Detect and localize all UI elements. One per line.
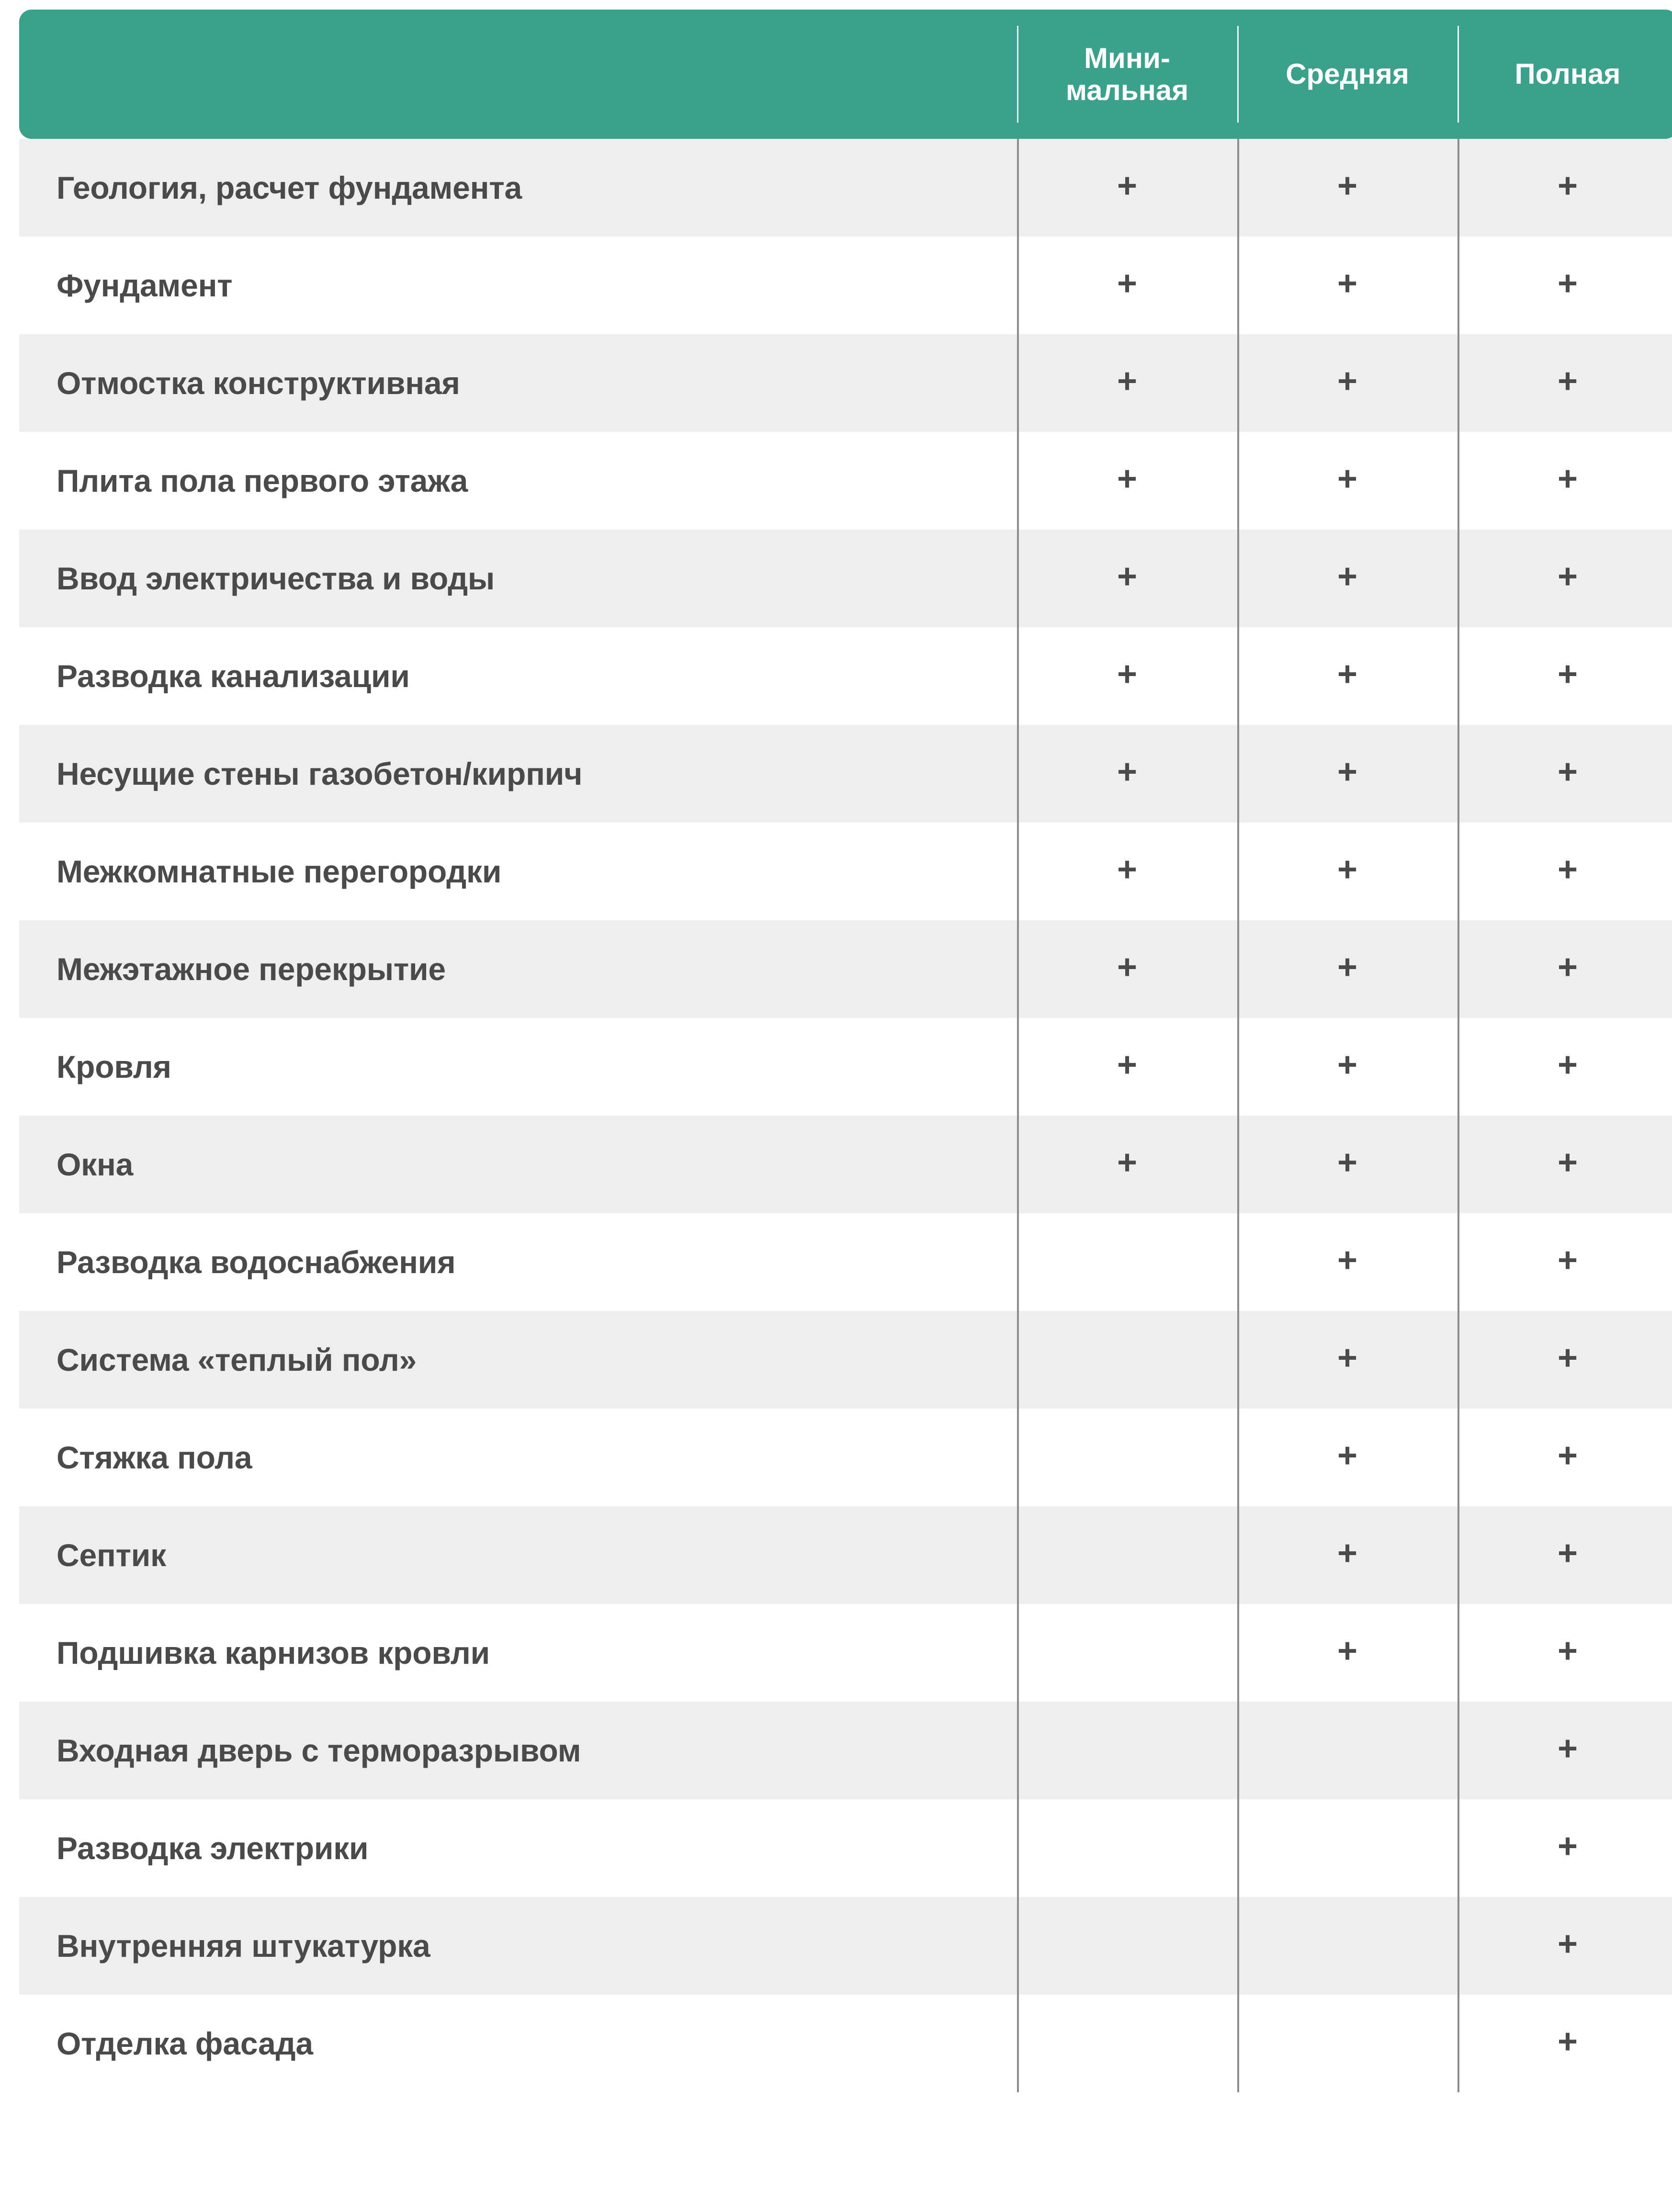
- column-divider: [1237, 1506, 1239, 1604]
- cell-medium: [1237, 823, 1457, 920]
- column-divider: [1017, 530, 1019, 627]
- cell-minimal: [1017, 530, 1237, 627]
- check-mark-icon: +: [1557, 753, 1578, 791]
- column-divider: [1457, 920, 1459, 1018]
- cell-minimal: [1017, 1799, 1237, 1897]
- header-cell-feature: [19, 10, 1017, 139]
- column-divider: [1237, 1604, 1239, 1702]
- check-mark-icon: +: [1337, 753, 1358, 791]
- row-feature-label: Несущие стены газобетон/кирпич: [19, 725, 1017, 823]
- cell-minimal: [1017, 823, 1237, 920]
- column-divider: [1237, 920, 1239, 1018]
- column-divider: [1457, 1702, 1459, 1799]
- cell-full: [1457, 1604, 1672, 1702]
- column-divider: [1237, 530, 1239, 627]
- cell-medium: [1237, 1213, 1457, 1311]
- cell-full: [1457, 1018, 1672, 1116]
- column-divider: [1457, 530, 1459, 627]
- check-mark-icon: +: [1557, 1925, 1578, 1963]
- column-divider: [1237, 1213, 1239, 1311]
- column-divider: [1017, 1604, 1019, 1702]
- cell-full: [1457, 139, 1672, 237]
- check-mark-icon: +: [1557, 1046, 1578, 1084]
- table-row: [19, 1116, 1672, 1213]
- cell-medium: [1237, 725, 1457, 823]
- row-feature-label: Отделка фасада: [19, 1995, 1017, 2092]
- column-divider: [1237, 334, 1239, 432]
- column-divider: [1237, 1116, 1239, 1213]
- cell-minimal: [1017, 1506, 1237, 1604]
- cell-minimal: [1017, 920, 1237, 1018]
- check-mark-icon: +: [1117, 850, 1138, 889]
- table-row: [19, 432, 1672, 530]
- column-divider: [1457, 725, 1459, 823]
- cell-minimal: [1017, 432, 1237, 530]
- table-row: [19, 1897, 1672, 1995]
- cell-full: [1457, 1311, 1672, 1409]
- column-divider: [1017, 627, 1019, 725]
- check-mark-icon: +: [1117, 167, 1138, 205]
- cell-minimal: [1017, 1702, 1237, 1799]
- column-divider: [1017, 1116, 1019, 1213]
- check-mark-icon: +: [1337, 1143, 1358, 1182]
- check-mark-icon: +: [1337, 1241, 1358, 1279]
- table-row: [19, 823, 1672, 920]
- check-mark-icon: +: [1337, 362, 1358, 400]
- cell-medium: [1237, 1018, 1457, 1116]
- header-label-minimal: Мини- мальная: [1065, 42, 1189, 106]
- package-comparison-table: [19, 10, 1672, 2092]
- table-row: [19, 725, 1672, 823]
- header-cell-medium: [1237, 10, 1457, 139]
- row-feature-label: Кровля: [19, 1018, 1017, 1116]
- column-divider: [1017, 1799, 1019, 1897]
- table-row: [19, 627, 1672, 725]
- header-label-full: Полная: [1514, 58, 1621, 90]
- cell-full: [1457, 1897, 1672, 1995]
- cell-medium: [1237, 1116, 1457, 1213]
- column-divider: [1237, 139, 1239, 237]
- cell-medium: [1237, 1604, 1457, 1702]
- row-feature-label: Межэтажное перекрытие: [19, 920, 1017, 1018]
- cell-full: [1457, 1213, 1672, 1311]
- column-divider: [1237, 1702, 1239, 1799]
- cell-full: [1457, 334, 1672, 432]
- table-row: [19, 1506, 1672, 1604]
- check-mark-icon: +: [1557, 948, 1578, 986]
- column-divider: [1237, 237, 1239, 334]
- table-header-row: [19, 10, 1672, 139]
- header-divider: [1457, 26, 1459, 123]
- cell-full: [1457, 432, 1672, 530]
- check-mark-icon: +: [1557, 1632, 1578, 1670]
- check-mark-icon: +: [1557, 655, 1578, 693]
- row-feature-label: Ввод электричества и воды: [19, 530, 1017, 627]
- table-row: [19, 139, 1672, 237]
- cell-medium: [1237, 1506, 1457, 1604]
- check-mark-icon: +: [1117, 1143, 1138, 1182]
- check-mark-icon: +: [1117, 460, 1138, 498]
- column-divider: [1237, 823, 1239, 920]
- check-mark-icon: +: [1557, 1534, 1578, 1572]
- cell-minimal: [1017, 1116, 1237, 1213]
- table-row: [19, 530, 1672, 627]
- check-mark-icon: +: [1337, 1436, 1358, 1475]
- header-cell-full: [1457, 10, 1672, 139]
- table-row: [19, 1995, 1672, 2092]
- row-feature-label: Окна: [19, 1116, 1017, 1213]
- column-divider: [1237, 627, 1239, 725]
- check-mark-icon: +: [1337, 655, 1358, 693]
- check-mark-icon: +: [1117, 655, 1138, 693]
- cell-minimal: [1017, 627, 1237, 725]
- check-mark-icon: +: [1557, 362, 1578, 400]
- row-feature-label: Внутренняя штукатурка: [19, 1897, 1017, 1995]
- column-divider: [1457, 627, 1459, 725]
- table-row: [19, 1604, 1672, 1702]
- table-row: [19, 334, 1672, 432]
- check-mark-icon: +: [1117, 1046, 1138, 1084]
- row-feature-label: Разводка канализации: [19, 627, 1017, 725]
- column-divider: [1237, 1995, 1239, 2092]
- header-label-medium: Средняя: [1286, 58, 1409, 90]
- column-divider: [1237, 1897, 1239, 1995]
- check-mark-icon: +: [1557, 1827, 1578, 1865]
- check-mark-icon: +: [1557, 1241, 1578, 1279]
- cell-medium: [1237, 530, 1457, 627]
- row-feature-label: Подшивка карнизов кровли: [19, 1604, 1017, 1702]
- cell-medium: [1237, 237, 1457, 334]
- row-feature-label: Отмостка конструктивная: [19, 334, 1017, 432]
- check-mark-icon: +: [1557, 264, 1578, 303]
- cell-minimal: [1017, 1897, 1237, 1995]
- check-mark-icon: +: [1557, 557, 1578, 596]
- cell-minimal: [1017, 1995, 1237, 2092]
- column-divider: [1017, 1311, 1019, 1409]
- check-mark-icon: +: [1337, 1632, 1358, 1670]
- column-divider: [1237, 1409, 1239, 1506]
- cell-full: [1457, 823, 1672, 920]
- check-mark-icon: +: [1337, 557, 1358, 596]
- column-divider: [1457, 1995, 1459, 2092]
- cell-full: [1457, 1116, 1672, 1213]
- row-feature-label: Разводка электрики: [19, 1799, 1017, 1897]
- cell-medium: [1237, 1995, 1457, 2092]
- table-row: [19, 1018, 1672, 1116]
- cell-medium: [1237, 334, 1457, 432]
- column-divider: [1237, 725, 1239, 823]
- table-row: [19, 1311, 1672, 1409]
- cell-minimal: [1017, 334, 1237, 432]
- column-divider: [1017, 1213, 1019, 1311]
- header-divider: [1017, 26, 1018, 123]
- table-header: [19, 10, 1672, 139]
- table-row: [19, 1799, 1672, 1897]
- row-feature-label: Разводка водоснабжения: [19, 1213, 1017, 1311]
- cell-minimal: [1017, 1409, 1237, 1506]
- column-divider: [1017, 1506, 1019, 1604]
- check-mark-icon: +: [1557, 460, 1578, 498]
- table-row: [19, 1213, 1672, 1311]
- column-divider: [1457, 823, 1459, 920]
- cell-medium: [1237, 920, 1457, 1018]
- column-divider: [1017, 1702, 1019, 1799]
- cell-full: [1457, 1702, 1672, 1799]
- column-divider: [1017, 1897, 1019, 1995]
- check-mark-icon: +: [1557, 1729, 1578, 1768]
- column-divider: [1457, 334, 1459, 432]
- column-divider: [1017, 1018, 1019, 1116]
- table-row: [19, 1702, 1672, 1799]
- row-feature-label: Плита пола первого этажа: [19, 432, 1017, 530]
- cell-medium: [1237, 139, 1457, 237]
- column-divider: [1457, 1116, 1459, 1213]
- cell-minimal: [1017, 237, 1237, 334]
- column-divider: [1237, 432, 1239, 530]
- check-mark-icon: +: [1557, 1436, 1578, 1475]
- column-divider: [1457, 1409, 1459, 1506]
- column-divider: [1457, 139, 1459, 237]
- cell-medium: [1237, 1799, 1457, 1897]
- cell-full: [1457, 920, 1672, 1018]
- column-divider: [1017, 334, 1019, 432]
- check-mark-icon: +: [1337, 1534, 1358, 1572]
- check-mark-icon: +: [1117, 753, 1138, 791]
- cell-full: [1457, 627, 1672, 725]
- check-mark-icon: +: [1337, 167, 1358, 205]
- cell-full: [1457, 1409, 1672, 1506]
- table-body: [19, 139, 1672, 2092]
- cell-medium: [1237, 1311, 1457, 1409]
- column-divider: [1237, 1018, 1239, 1116]
- cell-medium: [1237, 627, 1457, 725]
- cell-full: [1457, 725, 1672, 823]
- column-divider: [1457, 1604, 1459, 1702]
- column-divider: [1017, 139, 1019, 237]
- check-mark-icon: +: [1337, 948, 1358, 986]
- column-divider: [1457, 1897, 1459, 1995]
- column-divider: [1457, 1018, 1459, 1116]
- check-mark-icon: +: [1337, 1339, 1358, 1377]
- column-divider: [1017, 1995, 1019, 2092]
- row-feature-label: Система «теплый пол»: [19, 1311, 1017, 1409]
- cell-full: [1457, 1995, 1672, 2092]
- cell-full: [1457, 237, 1672, 334]
- cell-full: [1457, 1799, 1672, 1897]
- check-mark-icon: +: [1117, 362, 1138, 400]
- cell-minimal: [1017, 1018, 1237, 1116]
- column-divider: [1017, 823, 1019, 920]
- column-divider: [1237, 1311, 1239, 1409]
- column-divider: [1017, 237, 1019, 334]
- cell-minimal: [1017, 139, 1237, 237]
- check-mark-icon: +: [1117, 557, 1138, 596]
- row-feature-label: Фундамент: [19, 237, 1017, 334]
- check-mark-icon: +: [1337, 460, 1358, 498]
- column-divider: [1457, 237, 1459, 334]
- row-feature-label: Геология, расчет фундамента: [19, 139, 1017, 237]
- check-mark-icon: +: [1117, 948, 1138, 986]
- column-divider: [1017, 432, 1019, 530]
- column-divider: [1457, 1213, 1459, 1311]
- check-mark-icon: +: [1117, 264, 1138, 303]
- check-mark-icon: +: [1337, 1046, 1358, 1084]
- header-cell-minimal: [1017, 10, 1237, 139]
- column-divider: [1017, 920, 1019, 1018]
- row-feature-label: Входная дверь с терморазрывом: [19, 1702, 1017, 1799]
- cell-medium: [1237, 1409, 1457, 1506]
- column-divider: [1237, 1799, 1239, 1897]
- cell-full: [1457, 530, 1672, 627]
- cell-minimal: [1017, 1213, 1237, 1311]
- row-feature-label: Межкомнатные перегородки: [19, 823, 1017, 920]
- check-mark-icon: +: [1557, 167, 1578, 205]
- row-feature-label: Стяжка пола: [19, 1409, 1017, 1506]
- column-divider: [1457, 1506, 1459, 1604]
- check-mark-icon: +: [1557, 1339, 1578, 1377]
- table-row: [19, 920, 1672, 1018]
- table-row: [19, 1409, 1672, 1506]
- check-mark-icon: +: [1337, 850, 1358, 889]
- column-divider: [1017, 1409, 1019, 1506]
- check-mark-icon: +: [1557, 1143, 1578, 1182]
- row-feature-label: Септик: [19, 1506, 1017, 1604]
- column-divider: [1457, 1311, 1459, 1409]
- cell-minimal: [1017, 1604, 1237, 1702]
- check-mark-icon: +: [1557, 2022, 1578, 2061]
- cell-minimal: [1017, 725, 1237, 823]
- cell-minimal: [1017, 1311, 1237, 1409]
- column-divider: [1017, 725, 1019, 823]
- cell-full: [1457, 1506, 1672, 1604]
- cell-medium: [1237, 432, 1457, 530]
- cell-medium: [1237, 1702, 1457, 1799]
- cell-medium: [1237, 1897, 1457, 1995]
- check-mark-icon: +: [1337, 264, 1358, 303]
- column-divider: [1457, 1799, 1459, 1897]
- column-divider: [1457, 432, 1459, 530]
- table-row: [19, 237, 1672, 334]
- header-divider: [1237, 26, 1239, 123]
- check-mark-icon: +: [1557, 850, 1578, 889]
